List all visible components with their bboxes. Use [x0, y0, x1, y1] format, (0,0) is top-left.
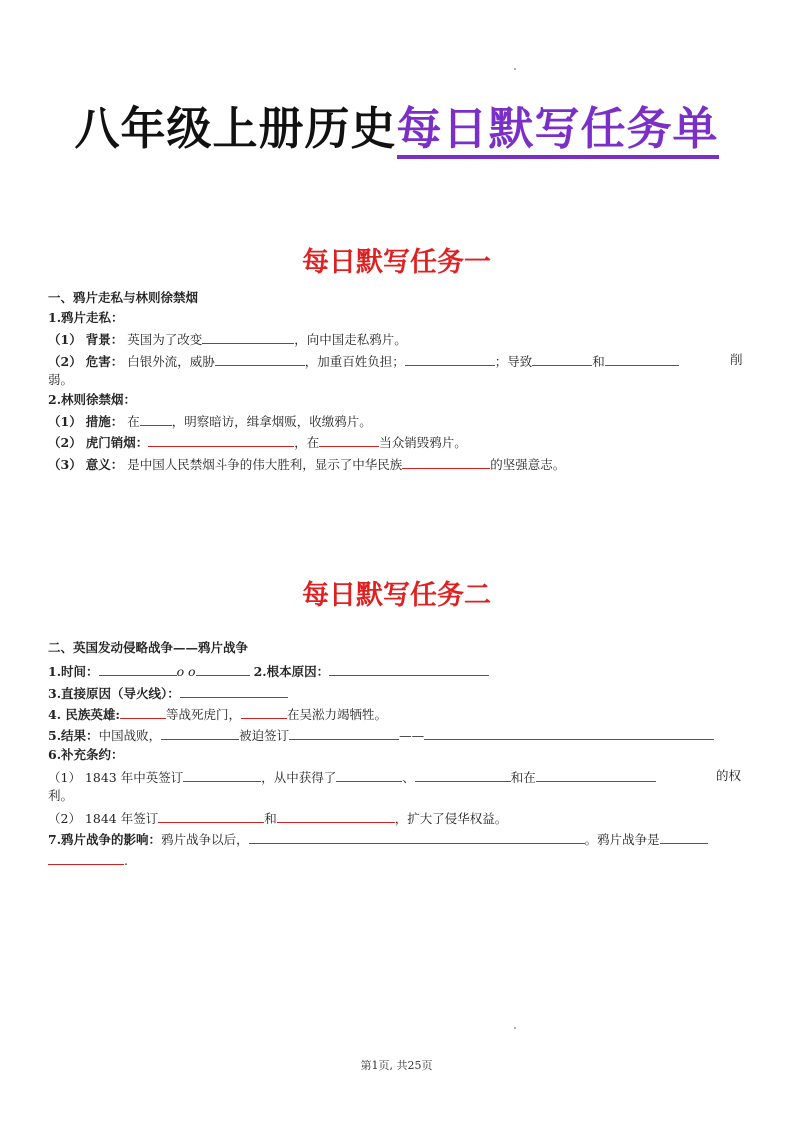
item-text: ，在 [294, 435, 320, 450]
item-key: 背景： [85, 332, 124, 347]
item-number: （1） [48, 332, 82, 347]
blank-field[interactable] [532, 352, 592, 366]
task1-heading: 每日默写任务一 [302, 247, 491, 278]
item-text: 中国战败， [98, 728, 162, 743]
item-text: 和 [264, 811, 277, 826]
item-text: ，扩大了侵华权益。 [394, 811, 508, 826]
item-text: ；导致 [494, 354, 533, 369]
blank-field[interactable] [99, 662, 177, 676]
item-key: 3.直接原因（导火线）： [48, 686, 180, 701]
blank-field[interactable] [161, 726, 239, 740]
blank-field[interactable] [180, 684, 288, 698]
blank-field[interactable] [336, 768, 402, 782]
blank-field[interactable] [140, 412, 172, 426]
item-text: 是中国人民禁烟斗争的伟大胜利，显示了中华民族 [127, 457, 403, 472]
task2-section-title: 二、英国发动侵略战争——鸦片战争 [48, 640, 249, 655]
page-title-highlight: 每日默写任务单 [397, 102, 719, 159]
task1-line4 [48, 433, 467, 451]
item-text: 等战死虎门， [166, 707, 242, 722]
blank-field[interactable] [158, 809, 264, 823]
blank-field[interactable] [660, 830, 708, 844]
blank-field[interactable] [148, 433, 294, 447]
item-text: 当众销毁鸦片。 [379, 435, 467, 450]
item-text: 和在 [510, 770, 536, 785]
item-text: ，向中国走私鸦片。 [294, 332, 407, 347]
item-text: —— [399, 728, 425, 743]
item-text: 、 [402, 770, 415, 785]
item-key: 5.结果： [48, 728, 99, 743]
blank-field[interactable] [241, 705, 287, 719]
blank-field[interactable] [183, 768, 261, 782]
task2-q7 [48, 830, 708, 848]
task1-sub1: 1.鸦片走私： [48, 310, 124, 325]
task2-q7-wrap [48, 851, 128, 869]
blank-field[interactable] [536, 768, 656, 782]
task2-q1-q2 [48, 662, 489, 680]
blank-field[interactable] [277, 809, 395, 823]
blank-field[interactable] [329, 662, 489, 676]
item-text: 和 [592, 354, 605, 369]
item-text: o o [176, 664, 196, 679]
task1-line2-wrap: 弱。 [48, 372, 74, 387]
item-text: 在吴淞力竭牺牲。 [287, 707, 388, 722]
item-key: 危害： [85, 354, 124, 369]
task2-heading: 每日默写任务二 [302, 580, 491, 611]
task2-q6-1-wrap: 利。 [48, 788, 74, 803]
blank-field[interactable] [424, 726, 714, 740]
task1-sub2: 2.林则徐禁烟： [48, 392, 137, 407]
item-key: 意义： [85, 457, 124, 472]
task1-line5 [48, 455, 565, 473]
item-number: （1） [48, 414, 82, 429]
item-text: 白银外流，威胁 [127, 354, 215, 369]
item-key: 措施： [85, 414, 124, 429]
item-key: 7.鸦片战争的影响： [48, 832, 162, 847]
dot-mark [514, 68, 516, 70]
task2-q3 [48, 684, 288, 702]
task1-section-title: 一、鸦片走私与林则徐禁烟 [48, 290, 199, 305]
blank-field[interactable] [202, 330, 294, 344]
blank-field[interactable] [215, 352, 305, 366]
task1-line3 [48, 412, 372, 430]
blank-field[interactable] [319, 433, 379, 447]
item-text: ，明察暗访，缉拿烟贩，收缴鸦片。 [171, 414, 372, 429]
task2-q4 [48, 705, 387, 723]
blank-field[interactable] [405, 352, 495, 366]
blank-field[interactable] [415, 768, 511, 782]
blank-field[interactable] [402, 455, 490, 469]
item-key: 4. 民族英雄: [48, 707, 121, 722]
task1-line1 [48, 330, 407, 348]
task2-q6-2 [48, 809, 507, 827]
blank-field[interactable] [289, 726, 399, 740]
item-text: 的坚强意志。 [490, 457, 566, 472]
blank-field[interactable] [196, 662, 250, 676]
item-number: （2） [48, 354, 82, 369]
dot-mark [514, 1027, 516, 1029]
page-title-black: 八年级上册历史 [74, 102, 397, 155]
blank-field[interactable] [48, 851, 124, 865]
item-text: （2） 1844 年签订 [48, 811, 159, 826]
blank-field[interactable] [249, 830, 585, 844]
task2-q5 [48, 726, 714, 744]
item-text: （1） 1843 年中英签订 [48, 770, 184, 785]
blank-field[interactable] [605, 352, 679, 366]
task1-line2 [48, 352, 679, 370]
item-text: 被迫签订 [239, 728, 290, 743]
task1-line2-end: 削 [730, 352, 743, 367]
item-text: 在 [127, 414, 140, 429]
item-text: 。鸦片战争是 [584, 832, 660, 847]
item-text: 鸦片战争以后， [161, 832, 249, 847]
item-number: （2） [48, 435, 82, 450]
task2-q6-1 [48, 768, 656, 786]
item-text: 英国为了改变 [127, 332, 203, 347]
task2-q6-title: 6.补充条约： [48, 747, 124, 762]
item-text: . [124, 853, 128, 868]
item-key: 1.时间： [48, 664, 99, 679]
task2-q6-1-end: 的权 [716, 768, 742, 783]
item-text: ，从中获得了 [261, 770, 337, 785]
item-key: 虎门销烟： [85, 435, 149, 450]
item-key: 2.根本原因： [253, 664, 330, 679]
page-title [0, 92, 793, 157]
item-text: ，加重百姓负担； [304, 354, 405, 369]
page-number: 第1页, 共25页 [360, 1059, 433, 1072]
blank-field[interactable] [120, 705, 166, 719]
item-number: （3） [48, 457, 82, 472]
